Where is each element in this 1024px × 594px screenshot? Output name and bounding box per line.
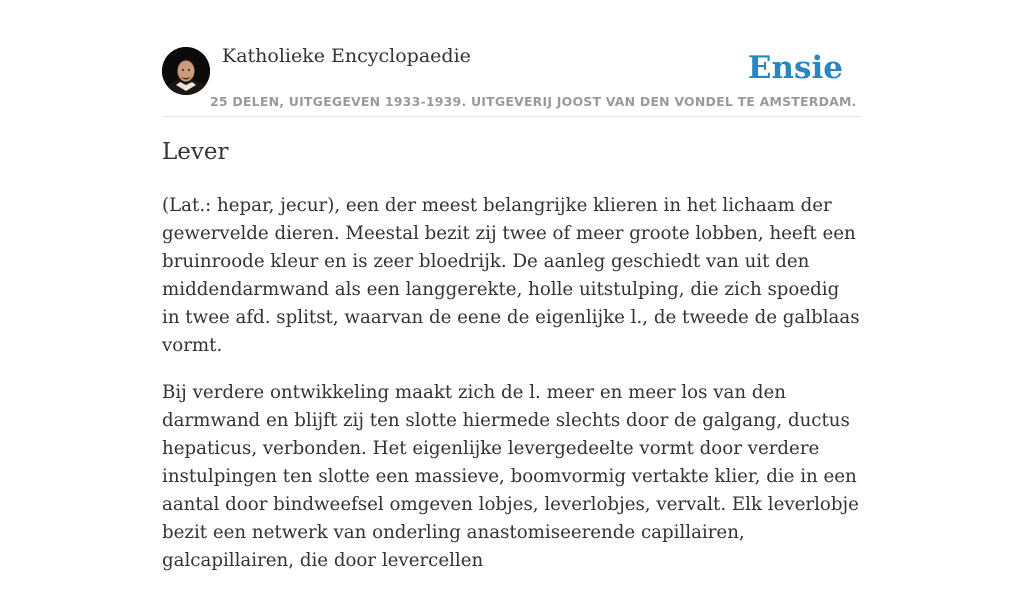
book-subtitle: 25 DELEN, UITGEGEVEN 1933-1939. UITGEVERIJ JOOST VAN DEN VONDEL TE AMSTERDAM.	[210, 94, 857, 109]
entry-title: Lever	[162, 139, 229, 165]
page	[162, 0, 862, 571]
book-title[interactable]: Katholieke Encyclopaedie	[222, 45, 471, 67]
avatar[interactable]	[162, 47, 210, 95]
entry-paragraph: (Lat.: hepar, jecur), een der meest belangrijke klieren in het lichaam der gewervelde dieren. Meestal bezit zij twee of meer groote lobben, heeft een bruinroode kleur en is zeer bloedrijk. De aanleg geschiedt van uit den middendarmwand als een langgerekte, holle uitstulping, die zich spoedig in twee afd. splitst, waarvan de eene de eigenlijke l., de tweede de galblaas vormt.	[162, 195, 860, 356]
ensie-logo-link[interactable]: Ensie	[747, 50, 843, 86]
header	[162, 0, 862, 117]
entry-content	[162, 192, 862, 594]
portrait-icon	[162, 47, 210, 95]
entry-paragraph: Bij verdere ontwikkeling maakt zich de l. meer en meer los van den darmwand en blijft zij ten slotte hiermede slechts door de galgang, ductus hepaticus, verbonden. Het eigenlijke levergedeelte vormt door verdere instulpingen ten slotte een massieve, boomvormig vertakte klier, die in een aantal door bindweefsel omgeven lobjes, leverlobjes, vervalt. Elk leverlobje bezit een netwerk van onderling anastomiseerende capillairen, galcapillairen, die door levercellen	[162, 382, 859, 571]
